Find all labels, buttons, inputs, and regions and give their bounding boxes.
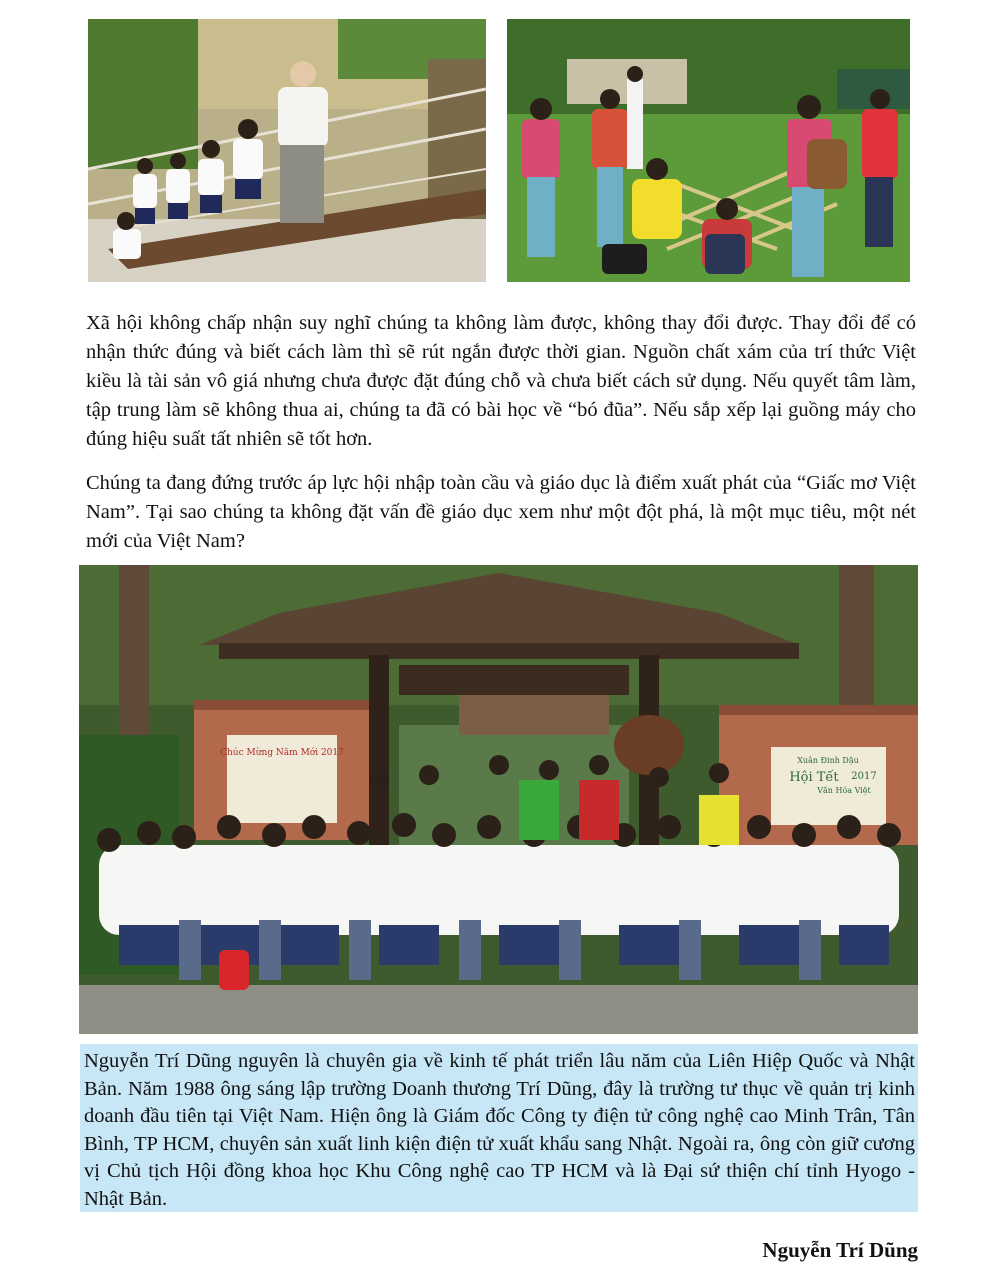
author-bio-box — [80, 1044, 918, 1212]
right-sign-line1: Xuân Đinh Dậu — [797, 756, 859, 765]
author-signature: Nguyễn Trí Dũng — [762, 1238, 918, 1262]
left-sign-text: Chúc Mừng Năm Mới 2017 — [220, 748, 344, 758]
right-sign-sub: Văn Hóa Việt — [817, 786, 871, 795]
right-sign-title: Hội Tết — [789, 770, 839, 785]
paragraph-2: Chúng ta đang đứng trước áp lực hội nhập toàn cầu và giáo dục là điểm xuất phát của “Giấc mơ Việt Nam”. Tại sao chúng ta không đặt vấn đề giáo dục xem như một đột phá, là một mục tiêu, một nét mới của Việt Nam? — [86, 472, 916, 552]
paragraph-1: Xã hội không chấp nhận suy nghĩ chúng ta không làm được, không thay đổi được. Thay đổi để có nhận thức đúng và biết cách làm thì sẽ rút ngắn được thời gian. Nguồn chất xám của trí thức Việt kiều là tài sản vô giá nhưng chưa được đặt đúng chỗ và chưa biết cách sử dụng. Nếu quyết tâm làm, tập trung làm sẽ không thua ai, chúng ta đã có bài học về “bó đũa”. Nếu sắp xếp lại guồng máy cho đúng hiệu suất tất nhiên sẽ tốt hơn. — [86, 312, 916, 450]
photo-rope-bridge — [88, 19, 486, 282]
author-bio-text: Nguyễn Trí Dũng nguyên là chuyên gia về kinh tế phát triển lâu năm của Liên Hiệp Quốc và Nhật Bản. Năm 1988 ông sáng lập trường Doanh thương Trí Dũng, đây là trường tư thục về quản trị kinh doanh đầu tiên tại Việt Nam. Hiện ông là Giám đốc Công ty điện tử công nghệ cao Minh Trân, Tân Bình, TP HCM, chuyên sản xuất linh kiện điện tử xuất khẩu sang Nhật. Ngoài ra, ông còn giữ cương vị Chủ tịch Hội đồng khoa học Khu Công nghệ cao TP HCM và là Đại sứ thiện chí tỉnh Hyogo - Nhật Bản. — [84, 1050, 915, 1210]
photo-group-at-gate — [79, 565, 918, 1034]
right-sign-year: 2017 — [851, 771, 877, 782]
photo-bamboo-dance — [507, 19, 910, 282]
